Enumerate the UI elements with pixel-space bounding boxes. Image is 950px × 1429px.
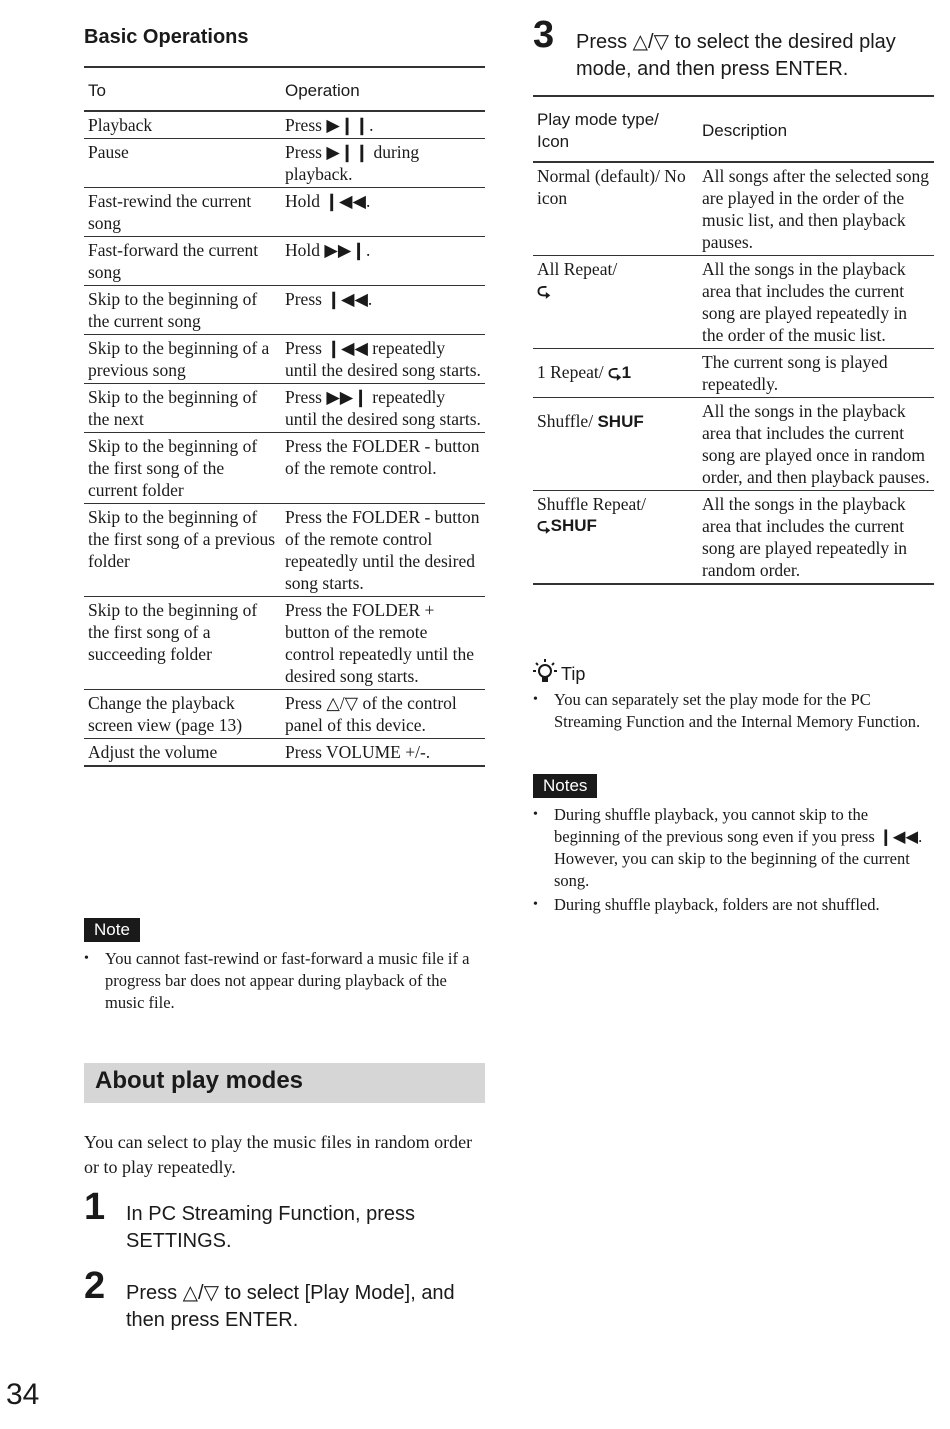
- table-cell-operation: Hold ❙◀◀.: [281, 188, 485, 237]
- tip-block: [533, 656, 933, 735]
- table-row: [533, 491, 934, 585]
- mode-type-cell: [533, 398, 698, 491]
- mode-type-label: All Repeat/: [537, 259, 618, 279]
- mode-description-cell: All the songs in the playback area that includes the current song are played repeatedly in random order.: [698, 491, 934, 585]
- basic-operations-table: [84, 66, 485, 767]
- list-item: • You cannot fast-rewind or fast-forward a music file if a progress bar does not appear during playback of the music file.: [84, 948, 484, 1014]
- mode-type-label: 1 Repeat/: [537, 362, 604, 382]
- table-row: [84, 597, 485, 690]
- table-row: [84, 237, 485, 286]
- shuffle-icon: SHUF: [597, 412, 644, 431]
- step-number: 1: [84, 1186, 106, 1228]
- table-cell-to: Change the playback screen view (page 13): [84, 690, 281, 739]
- list-item: • During shuffle playback, you cannot skip to the beginning of the previous song even if you press ❙◀◀. However, you can skip to the beginning of the current song.: [533, 804, 933, 892]
- notes-list: [533, 804, 933, 916]
- page-number: 34: [6, 1378, 40, 1411]
- step-number: 3: [533, 14, 555, 56]
- table-cell-operation: Press the FOLDER - button of the remote control.: [281, 433, 485, 504]
- table-header-row: [533, 96, 934, 162]
- column-header-description: Description: [698, 96, 934, 162]
- table-row: [84, 335, 485, 384]
- column-header-operation: Operation: [281, 67, 485, 111]
- table-cell-operation: Press ▶❙❙ during playback.: [281, 139, 485, 188]
- mode-type-label: Normal (default)/ No icon: [537, 166, 686, 208]
- table-cell-to: Playback: [84, 111, 281, 139]
- table-cell-to: Adjust the volume: [84, 739, 281, 767]
- table-cell-to: Pause: [84, 139, 281, 188]
- table-row: [84, 139, 485, 188]
- note-block: [84, 918, 484, 1016]
- notes-label: Notes: [533, 774, 597, 798]
- table-cell-to: Fast-rewind the current song: [84, 188, 281, 237]
- tip-list: [533, 689, 933, 733]
- basic-operations-heading: Basic Operations: [84, 26, 249, 48]
- mode-description-cell: All the songs in the playback area that includes the current song are played repeatedly in the order of the music list.: [698, 256, 934, 349]
- step-number: 2: [84, 1265, 106, 1307]
- column-header-type: Play mode type/ Icon: [533, 96, 698, 162]
- table-row: [84, 286, 485, 335]
- play-modes-table: [533, 95, 934, 585]
- table-cell-operation: Press ❙◀◀ repeatedly until the desired song starts.: [281, 335, 485, 384]
- mode-type-label: Shuffle Repeat/: [537, 494, 647, 514]
- mode-description-cell: All the songs in the playback area that includes the current song are played once in random order, and then playback pauses.: [698, 398, 934, 491]
- table-cell-to: Skip to the beginning of the first song of a previous folder: [84, 504, 281, 597]
- table-row: [84, 433, 485, 504]
- shuffle-repeat-icon: ⮎SHUF: [537, 516, 597, 535]
- mode-description-cell: All songs after the selected song are played in the order of the music list, and then playback pauses.: [698, 162, 934, 256]
- lightbulb-icon: [533, 658, 557, 684]
- table-row: [533, 398, 934, 491]
- tip-header: [533, 656, 933, 685]
- mode-type-cell: [533, 162, 698, 256]
- table-cell-operation: Press VOLUME +/-.: [281, 739, 485, 767]
- table-row: [533, 162, 934, 256]
- table-cell-to: Skip to the beginning of the first song of the current folder: [84, 433, 281, 504]
- note-label: Note: [84, 918, 140, 942]
- table-cell-to: Skip to the beginning of the current song: [84, 286, 281, 335]
- table-row: [533, 349, 934, 398]
- repeat-one-icon: ⮎1: [607, 363, 632, 382]
- table-row: [84, 111, 485, 139]
- table-cell-operation: Press ▶❙❙.: [281, 111, 485, 139]
- list-item: • You can separately set the play mode for the PC Streaming Function and the Internal Memory Function.: [533, 689, 933, 733]
- step-text: Press △/▽ to select the desired play mode, and then press ENTER.: [576, 31, 896, 80]
- mode-type-label: Shuffle/: [537, 411, 594, 431]
- table-cell-to: Fast-forward the current song: [84, 237, 281, 286]
- table-cell-to: Skip to the beginning of a previous song: [84, 335, 281, 384]
- table-cell-operation: Press the FOLDER + button of the remote control repeatedly until the desired song starts.: [281, 597, 485, 690]
- step-text: In PC Streaming Function, press SETTINGS.: [126, 1203, 416, 1252]
- tip-label: Tip: [561, 664, 586, 684]
- note-list: [84, 948, 484, 1014]
- table-row: [84, 384, 485, 433]
- list-item: • During shuffle playback, folders are not shuffled.: [533, 894, 933, 916]
- table-row: [84, 690, 485, 739]
- play-modes-intro: You can select to play the music files in random order or to play repeatedly.: [84, 1132, 473, 1177]
- mode-description-cell: The current song is played repeatedly.: [698, 349, 934, 398]
- table-row: [84, 739, 485, 767]
- repeat-all-icon: ⮎: [537, 281, 551, 300]
- table-cell-to: Skip to the beginning of the next: [84, 384, 281, 433]
- notes-block: [533, 774, 933, 918]
- table-row: [84, 188, 485, 237]
- mode-type-cell: [533, 256, 698, 349]
- table-cell-to: Skip to the beginning of the first song of a succeeding folder: [84, 597, 281, 690]
- table-header-row: [84, 67, 485, 111]
- table-cell-operation: Hold ▶▶❙.: [281, 237, 485, 286]
- section-title: About play modes: [95, 1067, 304, 1094]
- column-header-to: To: [84, 67, 281, 111]
- table-cell-operation: Press ▶▶❙ repeatedly until the desired song starts.: [281, 384, 485, 433]
- table-cell-operation: Press the FOLDER - button of the remote control repeatedly until the desired song starts.: [281, 504, 485, 597]
- table-row: [84, 504, 485, 597]
- table-row: [533, 256, 934, 349]
- mode-type-cell: [533, 491, 698, 585]
- table-cell-operation: Press △/▽ of the control panel of this device.: [281, 690, 485, 739]
- step-text: Press △/▽ to select [Play Mode], and then press ENTER.: [126, 1282, 455, 1331]
- table-cell-operation: Press ❙◀◀.: [281, 286, 485, 335]
- section-header-play-modes: [84, 1063, 485, 1103]
- mode-type-cell: [533, 349, 698, 398]
